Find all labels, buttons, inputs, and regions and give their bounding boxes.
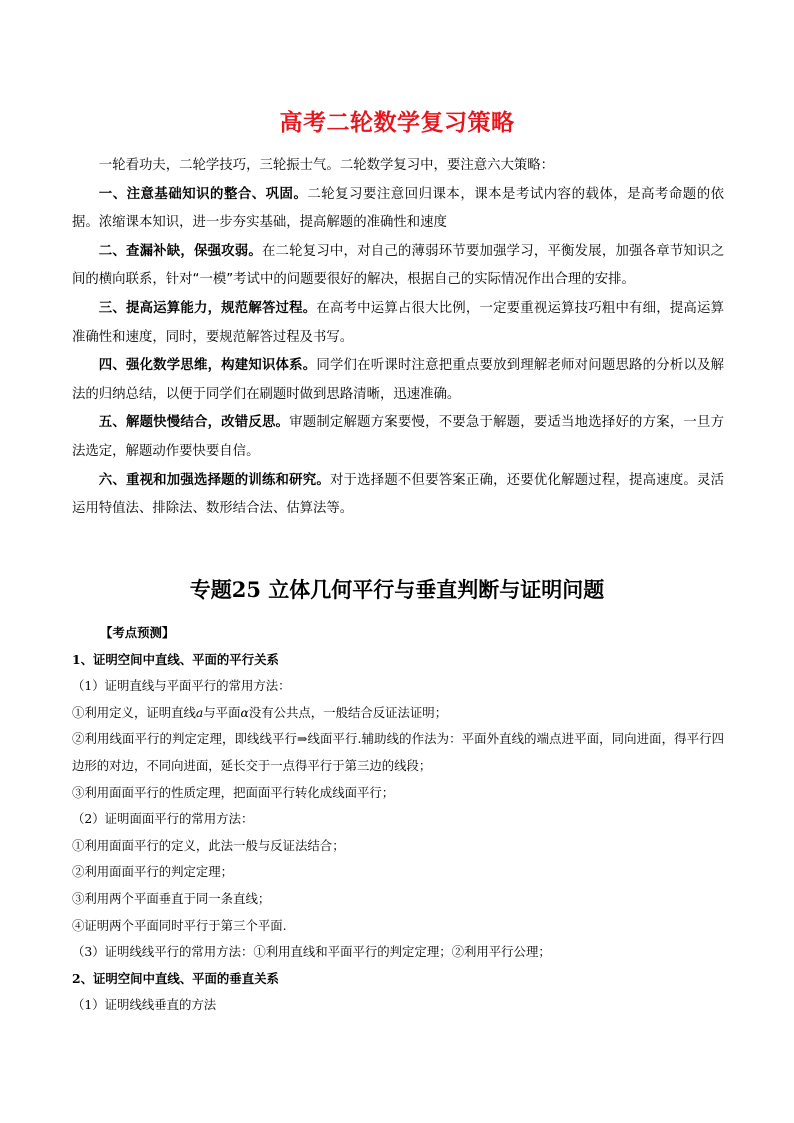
list-item: ④证明两个平面同时平行于第三个平面.	[72, 917, 287, 933]
list-item-text: ①利用定义，证明直线	[72, 704, 196, 720]
list-item	[72, 700, 724, 727]
subsection-heading: （1）证明直线与平面平行的常用方法：	[72, 678, 291, 694]
strategy-text: 二轮复习要注意回归课本，课本是考试内容的载体，是高考命题的依据。浓缩课本知识，进一步夯实基础，提高解题的准确性和速度	[72, 186, 725, 231]
strategy-text: 在高考中运算占很大比例，一定要重视运算技巧粗中有细，提高运算准确性和速度，同时，要规范解答过程及书写。	[72, 300, 725, 345]
strategy-item-5	[72, 409, 724, 466]
section-tag: 【考点预测】	[100, 625, 175, 640]
strategy-text: 对于选择题不但要答案正确，还要优化解题过程，提高速度。灵活运用特值法、排除法、数形结合法、估算法等。	[72, 472, 725, 517]
subsection-heading: （2）证明面面平行的常用方法：	[72, 811, 254, 827]
strategy-heading: 二、查漏补缺，保强攻弱。	[98, 243, 262, 259]
section-heading-2: 2、证明空间中直线、平面的垂直关系	[72, 970, 279, 986]
intro-section	[72, 152, 724, 524]
list-item-text: 没有公共点，一般结合反证法证明；	[248, 704, 448, 720]
strategy-heading: 五、解题快慢结合，改错反思。	[98, 415, 290, 431]
strategy-heading: 一、注意基础知识的整合、巩固。	[98, 186, 308, 202]
strategy-item-6	[72, 467, 724, 524]
content-section	[72, 620, 724, 1019]
list-item: ①利用面面平行的定义，此法一般与反证法结合；	[72, 837, 345, 853]
strategy-text: 在二轮复习中，对自己的薄弱环节要加强学习，平衡发展，加强各章节知识之间的横向联系，针对“一模”考试中的问题要很好的解决，根据自己的实际情况作出合理的安排。	[72, 243, 725, 288]
math-variable: a	[195, 704, 204, 720]
strategy-text: 审题制定解题方案要慢，不要急于解题，要适当地选择好的方案，一旦方法选定，解题动作要快要自信。	[72, 415, 724, 459]
strategy-heading: 六、重视和加强选择题的训练和研究。	[98, 472, 330, 488]
strategy-text: 同学们在听课时注意把重点要放到理解老师对问题思路的分析以及解法的归纳总结，以便于同学们在刷题时做到思路清晰，迅速准确。	[72, 358, 725, 402]
strategy-item-2	[72, 238, 724, 295]
strategy-item-4	[72, 352, 724, 409]
list-item: ②利用线面平行的判定定理，即线线平行⇒线面平行.辅助线的作法为：平面外直线的端点进平面，同向进面，得平行四边形的对边，不同向进面，延长交于一点得平行于第三边的线段；	[72, 731, 724, 773]
subsection-heading: （1）证明线线垂直的方法	[72, 997, 217, 1013]
list-item: ③利用两个平面垂直于同一条直线；	[72, 890, 271, 906]
strategy-heading: 三、提高运算能力，规范解答过程。	[98, 300, 317, 316]
strategy-item-3	[72, 295, 724, 352]
strategy-heading: 四、强化数学思维，构建知识体系。	[98, 358, 317, 374]
list-item: ②利用面面平行的判定定理；	[72, 864, 234, 880]
list-item-text: 与平面	[203, 704, 241, 720]
page-title: 高考二轮数学复习策略	[279, 110, 515, 136]
subsection-heading: （3）证明线线平行的常用方法：①利用直线和平面平行的判定定理；②利用平行公理；	[72, 944, 551, 960]
list-item: ③利用面面平行的性质定理，把面面平行转化成线面平行；	[72, 784, 395, 800]
math-variable: α	[240, 704, 249, 720]
section-heading-1: 1、证明空间中直线、平面的平行关系	[72, 651, 279, 667]
intro-opening: 一轮看功夫，二轮学技巧，三轮振士气。二轮数学复习中，要注意六大策略：	[98, 158, 555, 173]
strategy-item-1	[72, 181, 724, 238]
topic-title: 专题25 立体几何平行与垂直判断与证明问题	[189, 577, 605, 602]
